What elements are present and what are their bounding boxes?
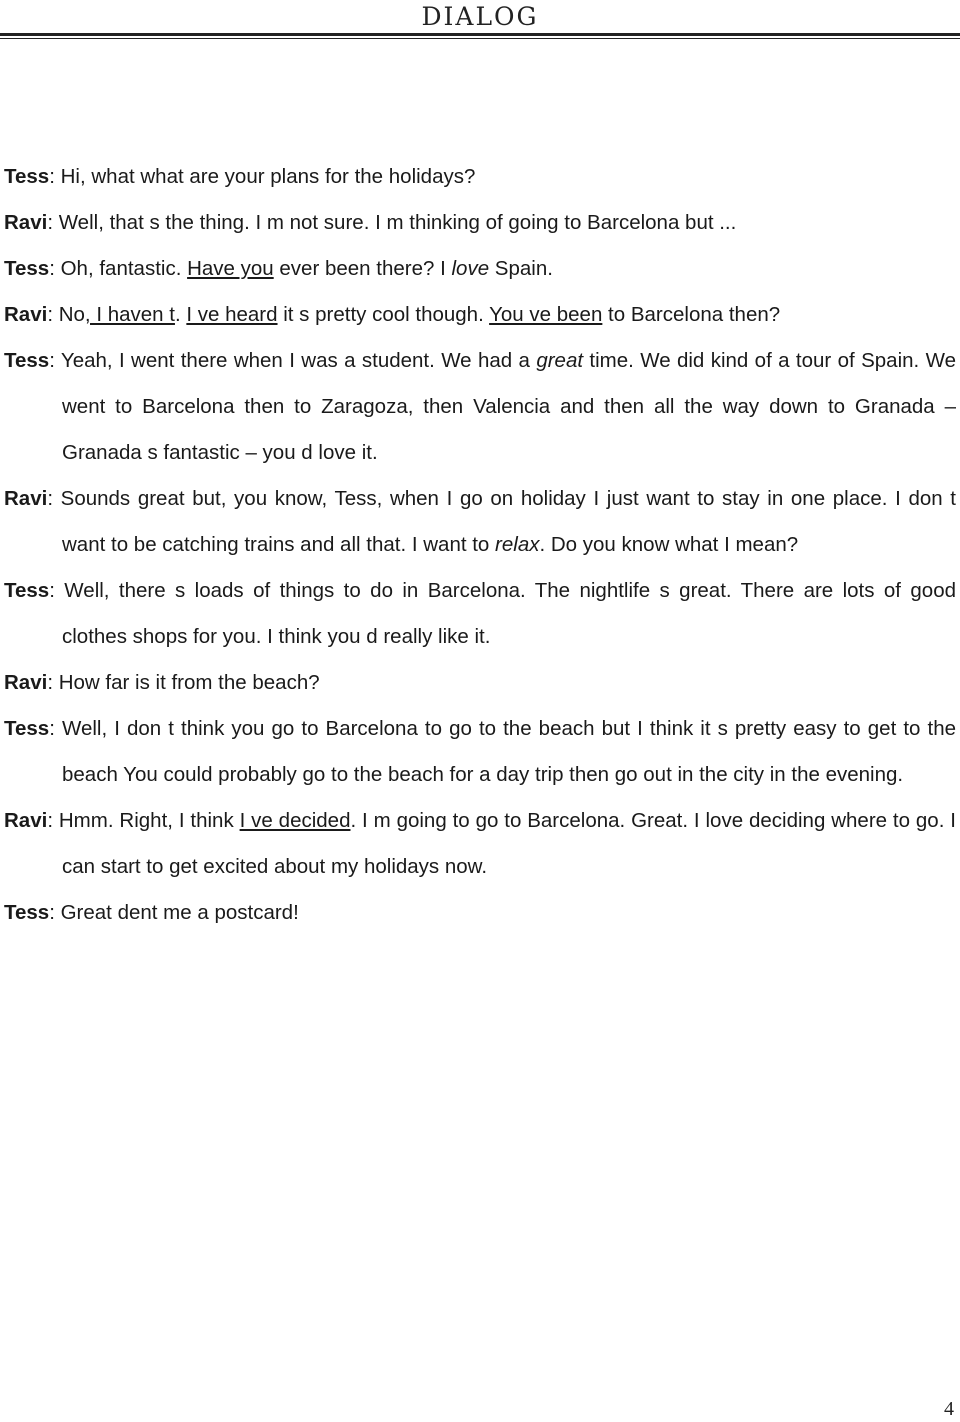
speaker-name: Ravi [4,211,48,234]
speaker-name: Tess [4,165,50,188]
underlined-text: Have you [187,257,274,280]
emphasis-text: relax [495,533,540,556]
underlined-text: You ve been [489,303,603,326]
dialog-turn [4,568,956,660]
utterance-text: : Hmm. Right, I think [47,809,240,832]
utterance-text: . [174,303,187,326]
utterance-text: : Oh, fantastic. [49,257,188,280]
utterance-text: it s pretty cool though. [277,303,490,326]
speaker-name: Tess [4,579,50,602]
utterance-text: : Hi, what what are your plans for the holidays? [49,165,476,188]
speaker-name: Ravi [4,809,48,832]
utterance-text: time. We did kind of a tour of Spain. We went to Barcelona then to Zaragoza, then Valencia and then all the way down to Granada – Granada s fantastic – you d love it. [62,349,956,464]
speaker-name: Ravi [4,303,48,326]
utterance-text: : Well, I don t think you go to Barcelona to go to the beach but I think it s pretty easy to get to the beach You could probably go to the beach for a day trip then go out in the city in the evening. [49,717,956,786]
utterance-text: : Well, there s loads of things to do in Barcelona. The nightlife s great. There are lots of good clothes shops for you. I think you d really like it. [49,579,956,648]
utterance-text: : How far is it from the beach? [47,671,320,694]
dialog-turn [4,660,956,706]
dialog-turn [4,246,956,292]
speaker-name: Tess [4,349,50,372]
emphasis-text: great [536,349,584,372]
dialog-turn [4,706,956,798]
dialog-turn [4,890,956,936]
dialog-turn [4,200,956,246]
underlined-text: I ve heard [186,303,278,326]
underlined-text: , I haven t [84,303,175,326]
header-rule-thick [0,33,960,36]
speaker-name: Tess [4,257,50,280]
utterance-text: : Sounds great but, you know, Tess, when I go on holiday I just want to stay in one place. I don t want to be catching trains and all that. I want to [47,487,956,556]
underlined-text: I ve decided [239,809,351,832]
dialog-body [4,154,956,936]
speaker-name: Tess [4,901,50,924]
utterance-text: . I m going to go to Barcelona. Great. I love deciding where to go. I can start to get excited about my holidays now. [62,809,956,878]
speaker-name: Ravi [4,671,48,694]
page-title: DIALOG [421,2,539,31]
utterance-text: : Great dent me a postcard! [49,901,299,924]
dialog-turn [4,798,956,890]
speaker-name: Ravi [4,487,48,510]
utterance-text: : No [47,303,85,326]
dialog-turn [4,338,956,476]
speaker-name: Tess [4,717,50,740]
page-header [0,0,960,40]
dialog-turn [4,292,956,338]
utterance-text: : Well, that s the thing. I m not sure. I m thinking of going to Barcelona but ... [47,211,737,234]
page-number: 4 [944,1398,954,1420]
utterance-text: ever been there? I [273,257,452,280]
header-rule-thin [0,38,960,39]
dialog-turn [4,476,956,568]
utterance-text: . Do you know what I mean? [539,533,799,556]
emphasis-text: love [451,257,490,280]
utterance-text: : Yeah, I went there when I was a student. We had a [49,349,537,372]
utterance-text: Spain. [489,257,553,280]
dialog-turn [4,154,956,200]
utterance-text: to Barcelona then? [602,303,781,326]
